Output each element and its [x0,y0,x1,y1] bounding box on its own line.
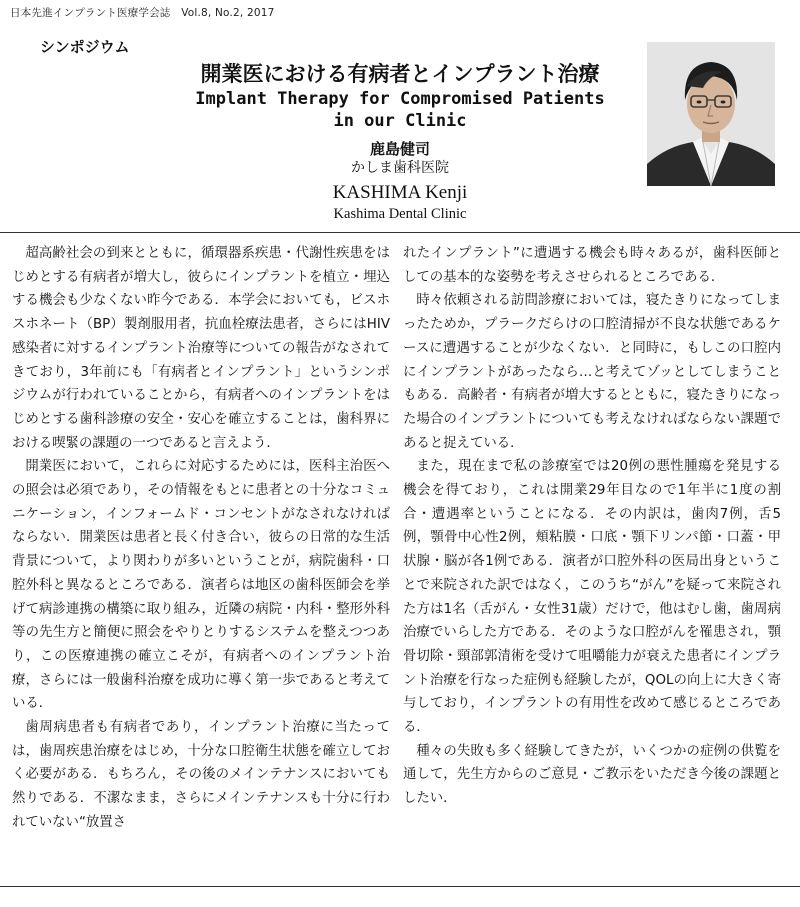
body-column-left [12,242,390,835]
article-title-japanese: 開業医における有病者とインプラント治療 [200,62,600,86]
paragraph: 歯周病患者も有病者であり，インプラント治療に当たっては，歯周疾患治療をはじめ，十分な口腔衛生状態を確立しておく必要がある．もちろん，その後のメインテナンスにおいても然りである．不潔なまま，さらにメインテナンスも十分に行われていない“放置さ [12,720,390,830]
paragraph: 超高齢社会の到来とともに，循環器系疾患・代謝性疾患をはじめとする有病者が増大し，彼らにインプラントを植立・埋込する機会も少なくない昨今である．本学会においても，ビスホスホネート（BP）製剤服用者，抗血栓療法患者，さらにはHIV感染者に対するインプラント治療等についての報告がなされてきており，3年前にも「有病者とインプラント」というシンポジウムが行われていることから，有病者へのインプラントをはじめとする歯科診療の安全・安心を確立することは，歯科界における喫緊の課題の一つであると言えよう． [12,246,390,451]
header-divider [0,232,800,233]
footer-divider [0,886,800,887]
paragraph: 時々依頼される訪問診療においては，寝たきりになってしまったためか，プラークだらけの口腔清掃が不良な状態であるケースに遭遇することが少なくない．と同時に，もしこの口腔内にインプラントがあったなら…と考えてゾッとしてしまうこともある．高齢者・有病者が増大するとともに，寝たきりになった場合のインプラントについても考えなければならない課題であると捉えている． [403,293,781,451]
affiliation-japanese: かしま歯科医院 [351,160,449,176]
article-title-english [180,88,620,132]
section-label: シンポジウム [40,38,130,56]
author-portrait-icon [647,42,775,186]
article-title-english-line1: Implant Therapy for Compromised Patients [195,89,605,109]
portrait-illustration [647,42,775,186]
paragraph: 開業医において，これらに対応するためには，医科主治医への照会は必須であり，その情報をもとに患者との十分なコミュニケーション，インフォームド・コンセントがなされなければならない．開業医は患者と長く付き合い，彼らの日常的な生活背景について，より関わりが多いということが，病院歯科・口腔外科と異なるところである．演者らは地区の歯科医師会を挙げて病診連携の構築に取り組み，近隣の病院・内科・整形外科等の先生方と簡便に照会をやりとりするシステムを整えつつあり，この医療連携の確立こそが，有病者へのインプラント治療，さらには一般歯科治療を成功に導く第一歩であると考えている． [12,459,390,712]
article-title-english-line2: in our Clinic [333,111,467,131]
body-column-right [403,242,781,811]
paragraph: また，現在まで私の診療室では20例の悪性腫瘍を発見する機会を得ており，これは開業29年目なので1年半に1度の割合・遭遇率ということになる．その内訳は，歯肉7例，舌5例，顎骨中心性2例，頬粘膜・口底・顎下リンパ節・口蓋・甲状腺・脳が各1例である．演者が口腔外科の医局出身ということで来院された訳ではなく，このうち“がん”を疑って来院された方は1名（舌がん・女性31歳）だけで，他はむし歯，歯周病治療でいらした方である．そのような口腔がんを罹患され，顎骨切除・頸部郭清術を受けて咀嚼能力が衰えた患者にインプラント治療を行なった症例も経験したが，QOLの向上に大きく寄与しており，インプラントの有用性を改めて感じるところである． [403,459,781,736]
author-name-english: KASHIMA Kenji [332,182,468,203]
journal-running-header: 日本先進インプラント医療学会誌 Vol.8, No.2, 2017 [10,7,275,19]
paragraph: 種々の失敗も多く経験してきたが，いくつかの症例の供覧を通して，先生方からのご意見・ご教示をいただき今後の課題としたい． [403,743,781,807]
paragraph: れたインプラント”に遭遇する機会も時々あるが，歯科医師としての基本的な姿勢を考えさせられるところである． [403,246,781,285]
author-name-japanese: 鹿島健司 [369,140,430,158]
affiliation-english: Kashima Dental Clinic [333,206,467,222]
